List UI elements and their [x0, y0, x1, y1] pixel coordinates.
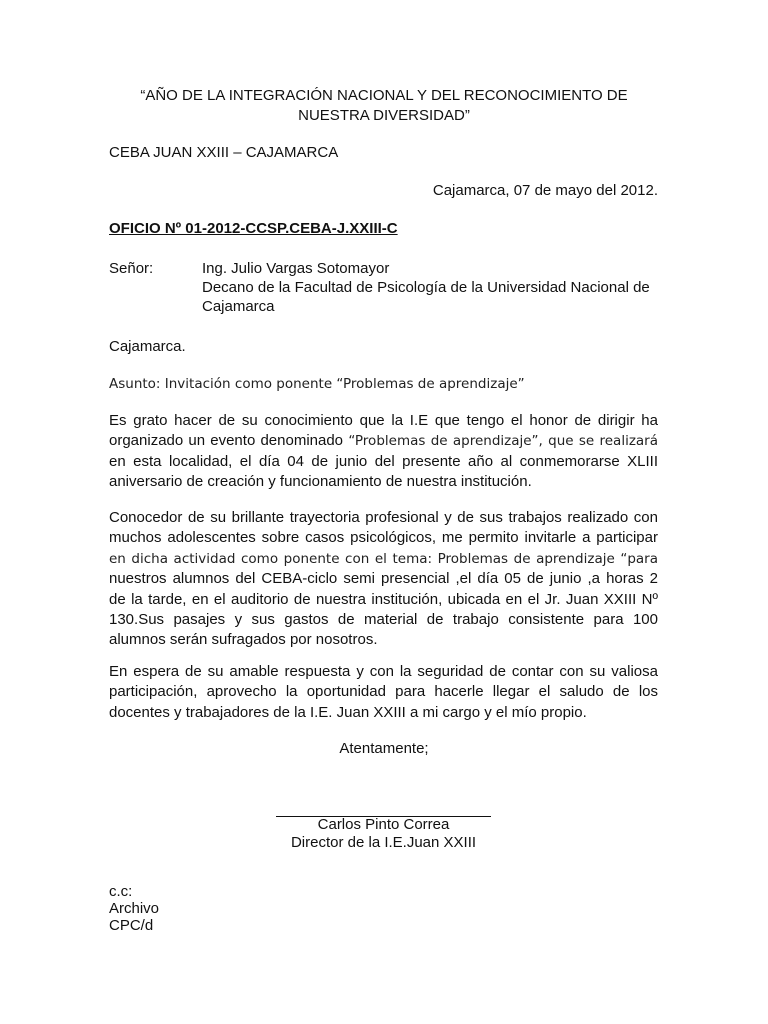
- paragraph-2-line: nuestros alumnos del CEBA-ciclo semi presencial ,el día 05 de junio ,a horas 2: [109, 570, 658, 588]
- paragraph-2-line: en dicha actividad como ponente con el tema: Problemas de aprendizaje “para: [109, 550, 658, 567]
- institution-name: CEBA JUAN XXIII – CAJAMARCA: [109, 144, 339, 161]
- signer-name: Carlos Pinto Correa: [317, 816, 450, 833]
- paragraph-2-line: alumnos serán sufragados por nosotros.: [109, 631, 378, 649]
- paragraph-3-line: docentes y trabajadores de la I.E. Juan XXIII a mi cargo y el mío propio.: [109, 703, 587, 721]
- paragraph-1-line: en esta localidad, el día 04 de junio del presente año al conmemorarse XLIII: [109, 452, 658, 470]
- copies-label: c.c:: [109, 883, 133, 900]
- document-reference: OFICIO Nº 01-2012-CCSP.CEBA-J.XXIII-C: [109, 220, 398, 237]
- subject-line: Asunto: Invitación como ponente “Problemas de aprendizaje”: [109, 376, 525, 392]
- motto-line-1: “AÑO DE LA INTEGRACIÓN NACIONAL Y DEL RECONOCIMIENTO DE: [140, 87, 628, 104]
- city-line: Cajamarca.: [109, 338, 186, 355]
- closing-line: Atentamente;: [339, 740, 429, 757]
- paragraph-2-line: 130.Sus pasajes y sus gastos de material de trabajo consistente para 100: [109, 610, 658, 628]
- copies-item-initials: CPC/d: [109, 917, 154, 934]
- copies-item-archive: Archivo: [109, 900, 160, 917]
- paragraph-2-line: Conocedor de su brillante trayectoria profesional y de sus trabajos realizado con: [109, 509, 658, 526]
- paragraph-2-line: muchos adolescentes sobre casos psicológicos, me permito invitarle a participar: [109, 529, 658, 547]
- paragraph-1-fragment: organizado un evento denominado: [109, 432, 344, 450]
- paragraph-3-line: participación, aprovecho la oportunidad para hacerle llegar el saludo de los: [109, 683, 658, 701]
- recipient-title-1: Decano de la Facultad de Psicología de la Universidad Nacional de: [202, 279, 650, 296]
- date-line: Cajamarca, 07 de mayo del 2012.: [432, 182, 658, 199]
- signer-role: Director de la I.E.Juan XXIII: [290, 834, 477, 851]
- paragraph-3-line: En espera de su amable respuesta y con la seguridad de contar con su valiosa: [109, 663, 658, 680]
- paragraph-1: [109, 411, 658, 493]
- paragraph-2: [109, 508, 658, 651]
- paragraph-1-line: aniversario de creación y funcionamiento de nuestra institución.: [109, 473, 532, 491]
- recipient-name: Ing. Julio Vargas Sotomayor: [202, 260, 390, 277]
- recipient-title-2: Cajamarca: [202, 298, 275, 315]
- paragraph-1-fragment: “Problemas de aprendizaje”, que se realizará: [343, 433, 658, 450]
- paragraph-2-line: de la tarde, en el auditorio de nuestra institución, ubicada en el Jr. Juan XXIII Nº: [109, 590, 658, 608]
- motto-line-2: NUESTRA DIVERSIDAD”: [298, 107, 470, 124]
- salutation-label: Señor:: [109, 260, 154, 277]
- paragraph-1-line: [109, 431, 658, 451]
- paragraph-3: [109, 662, 658, 723]
- paragraph-1-line: Es grato hacer de su conocimiento que la I.E que tengo el honor de dirigir ha: [109, 412, 658, 429]
